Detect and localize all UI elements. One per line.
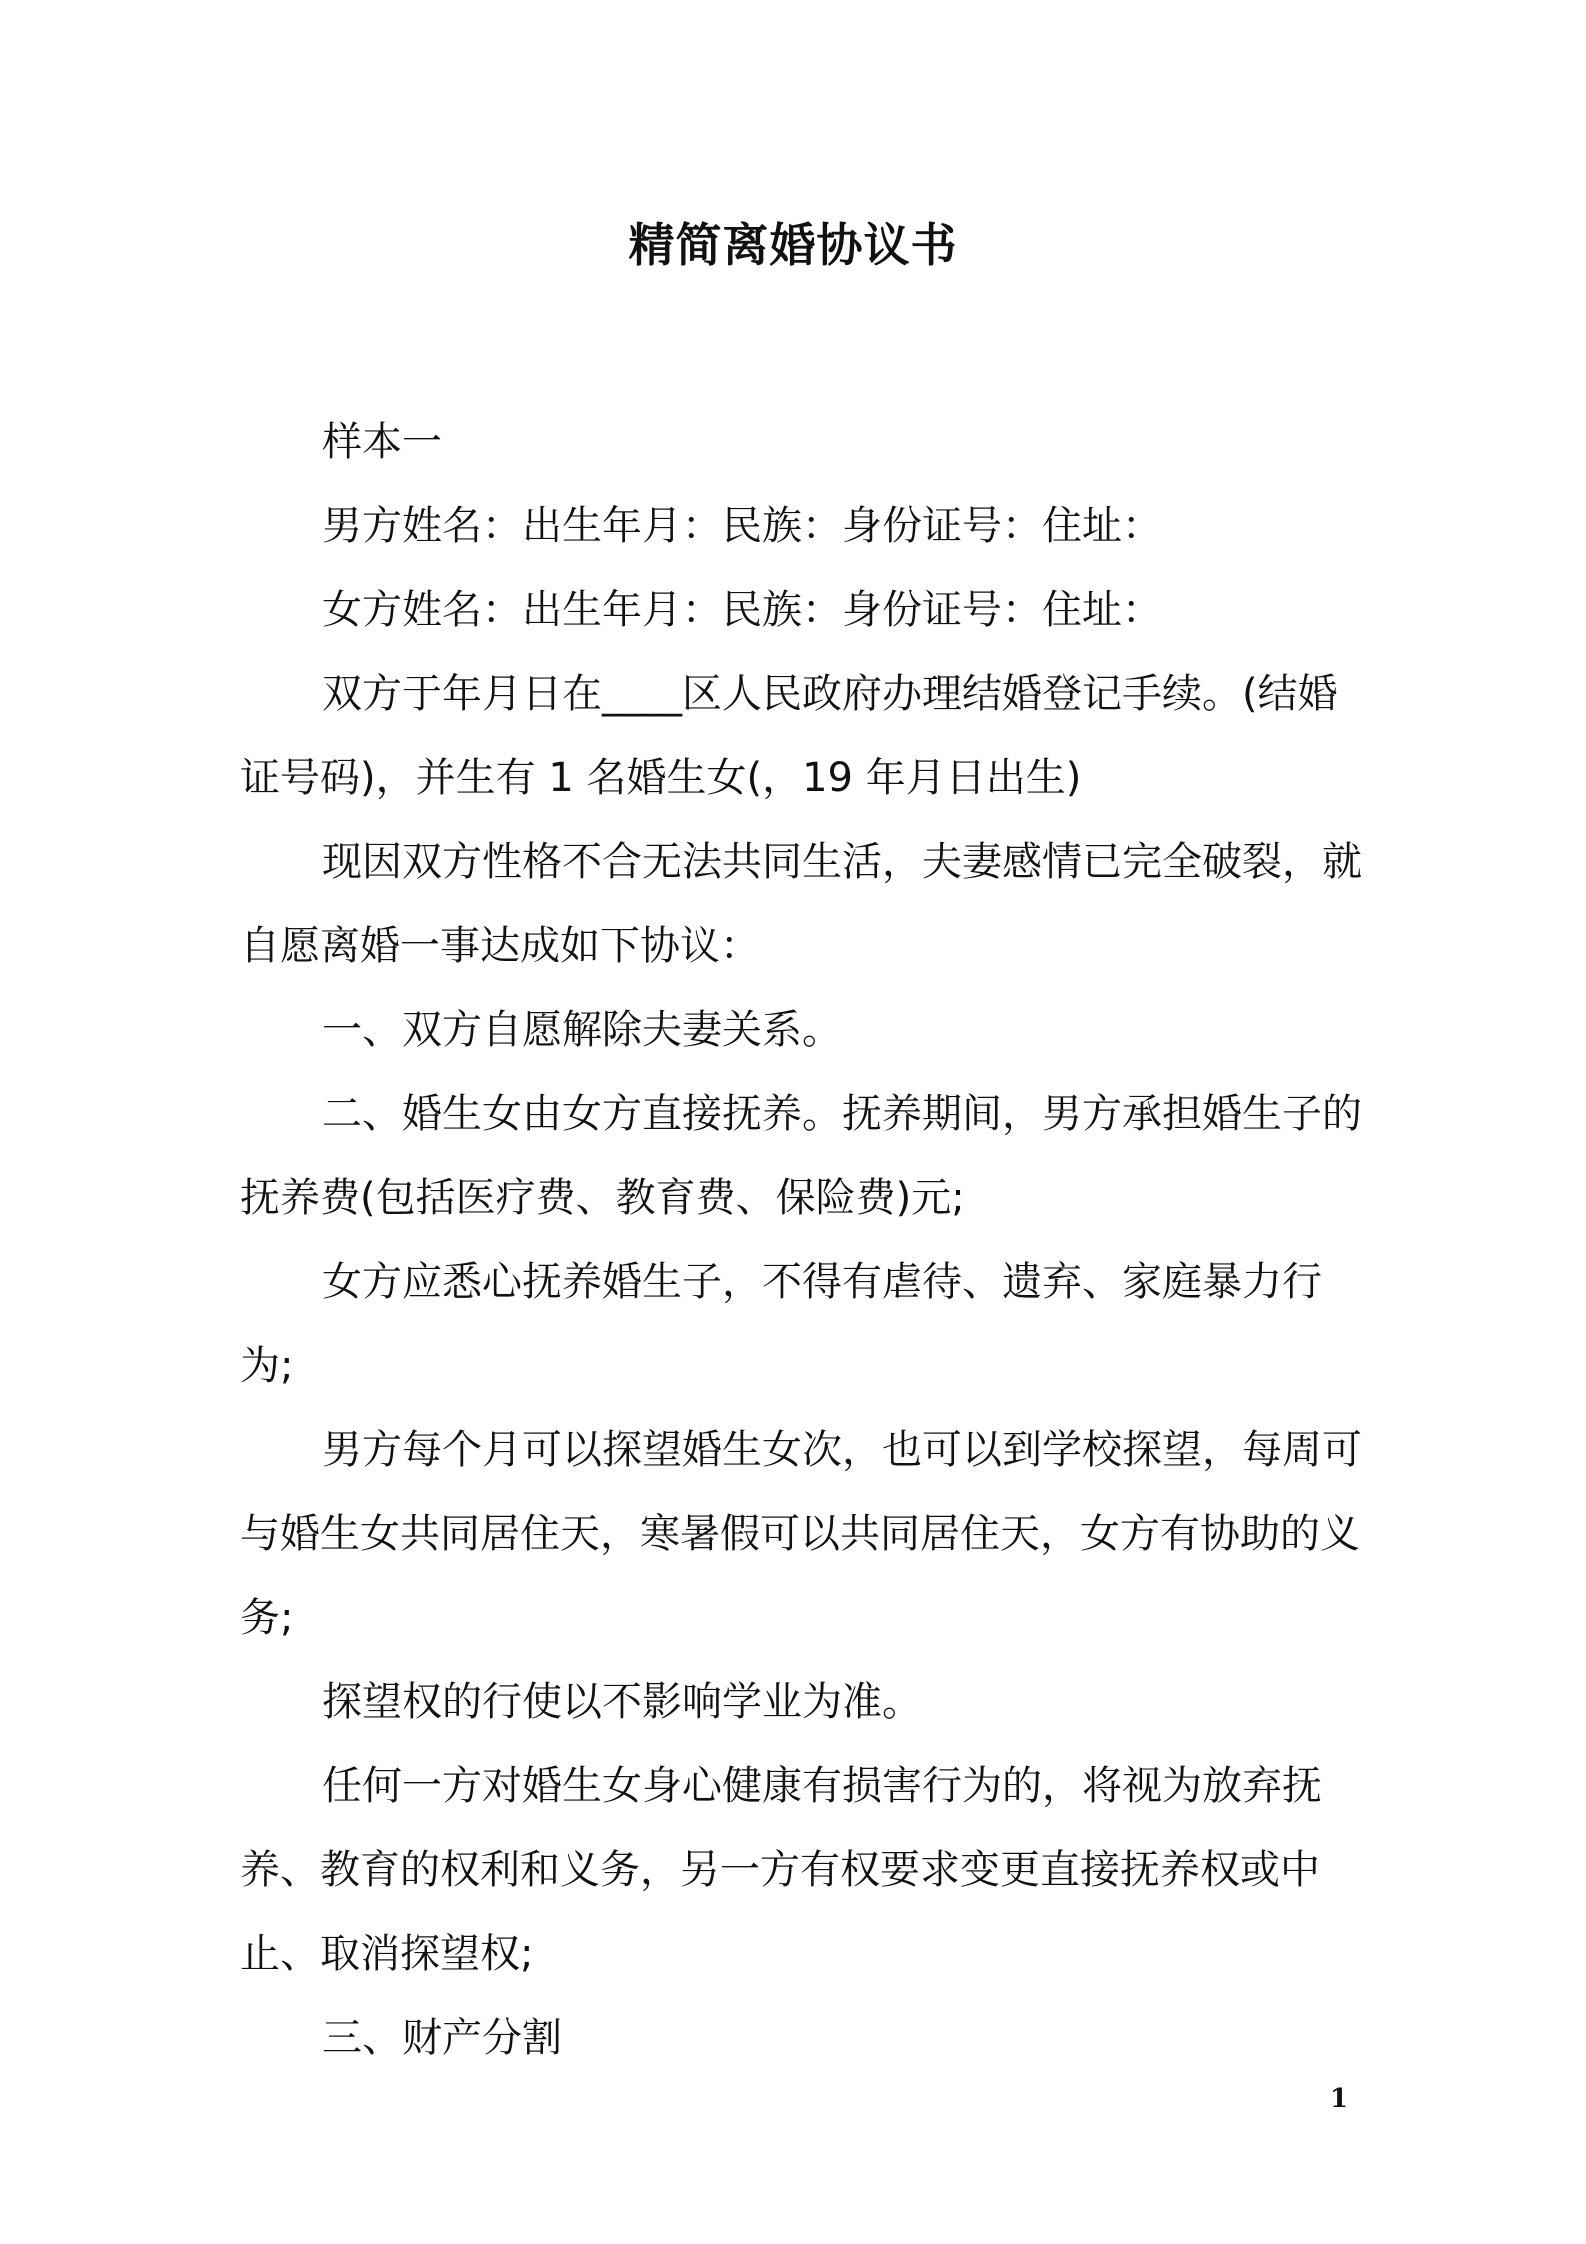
paragraph-harm-clause: 任何一方对婚生女身心健康有损害行为的，将视为放弃抚养、教育的权利和义务，另一方有权要求变更直接抚养权或中止、取消探望权; [240,1763,1322,1977]
paragraph-female-info: 女方姓名：出生年月：民族：身份证号：住址： [322,587,1162,633]
paragraph-male-info: 男方姓名：出生年月：民族：身份证号：住址： [322,503,1162,549]
paragraph-clause-1: 一、双方自愿解除夫妻关系。 [322,1007,842,1053]
paragraph-clause-2: 二、婚生女由女方直接抚养。抚养期间，男方承担婚生子的抚养费(包括医疗费、教育费、保险费)元; [240,1091,1362,1221]
page-number: 1 [1330,2084,1349,2114]
paragraph-visitation: 男方每个月可以探望婚生女次，也可以到学校探望，每周可与婚生女共同居住天，寒暑假可以共同居住天，女方有协助的义务; [240,1427,1362,1641]
document-title: 精简离婚协议书 [628,218,958,272]
paragraph-clause-3: 三、财产分割 [322,2015,562,2061]
paragraph-visitation-limit: 探望权的行使以不影响学业为准。 [322,1679,922,1725]
paragraph-care-obligation: 女方应悉心抚养婚生子，不得有虐待、遗弃、家庭暴力行为; [240,1259,1322,1389]
paragraph-sample-label: 样本一 [322,419,442,465]
paragraph-marriage-registration: 双方于年月日在____区人民政府办理结婚登记手续。(结婚证号码)，并生有 1 名婚生女(，19 年月日出生) [240,671,1338,801]
document-body [240,400,1370,2080]
paragraph-reason: 现因双方性格不合无法共同生活，夫妻感情已完全破裂，就自愿离婚一事达成如下协议： [240,839,1362,969]
